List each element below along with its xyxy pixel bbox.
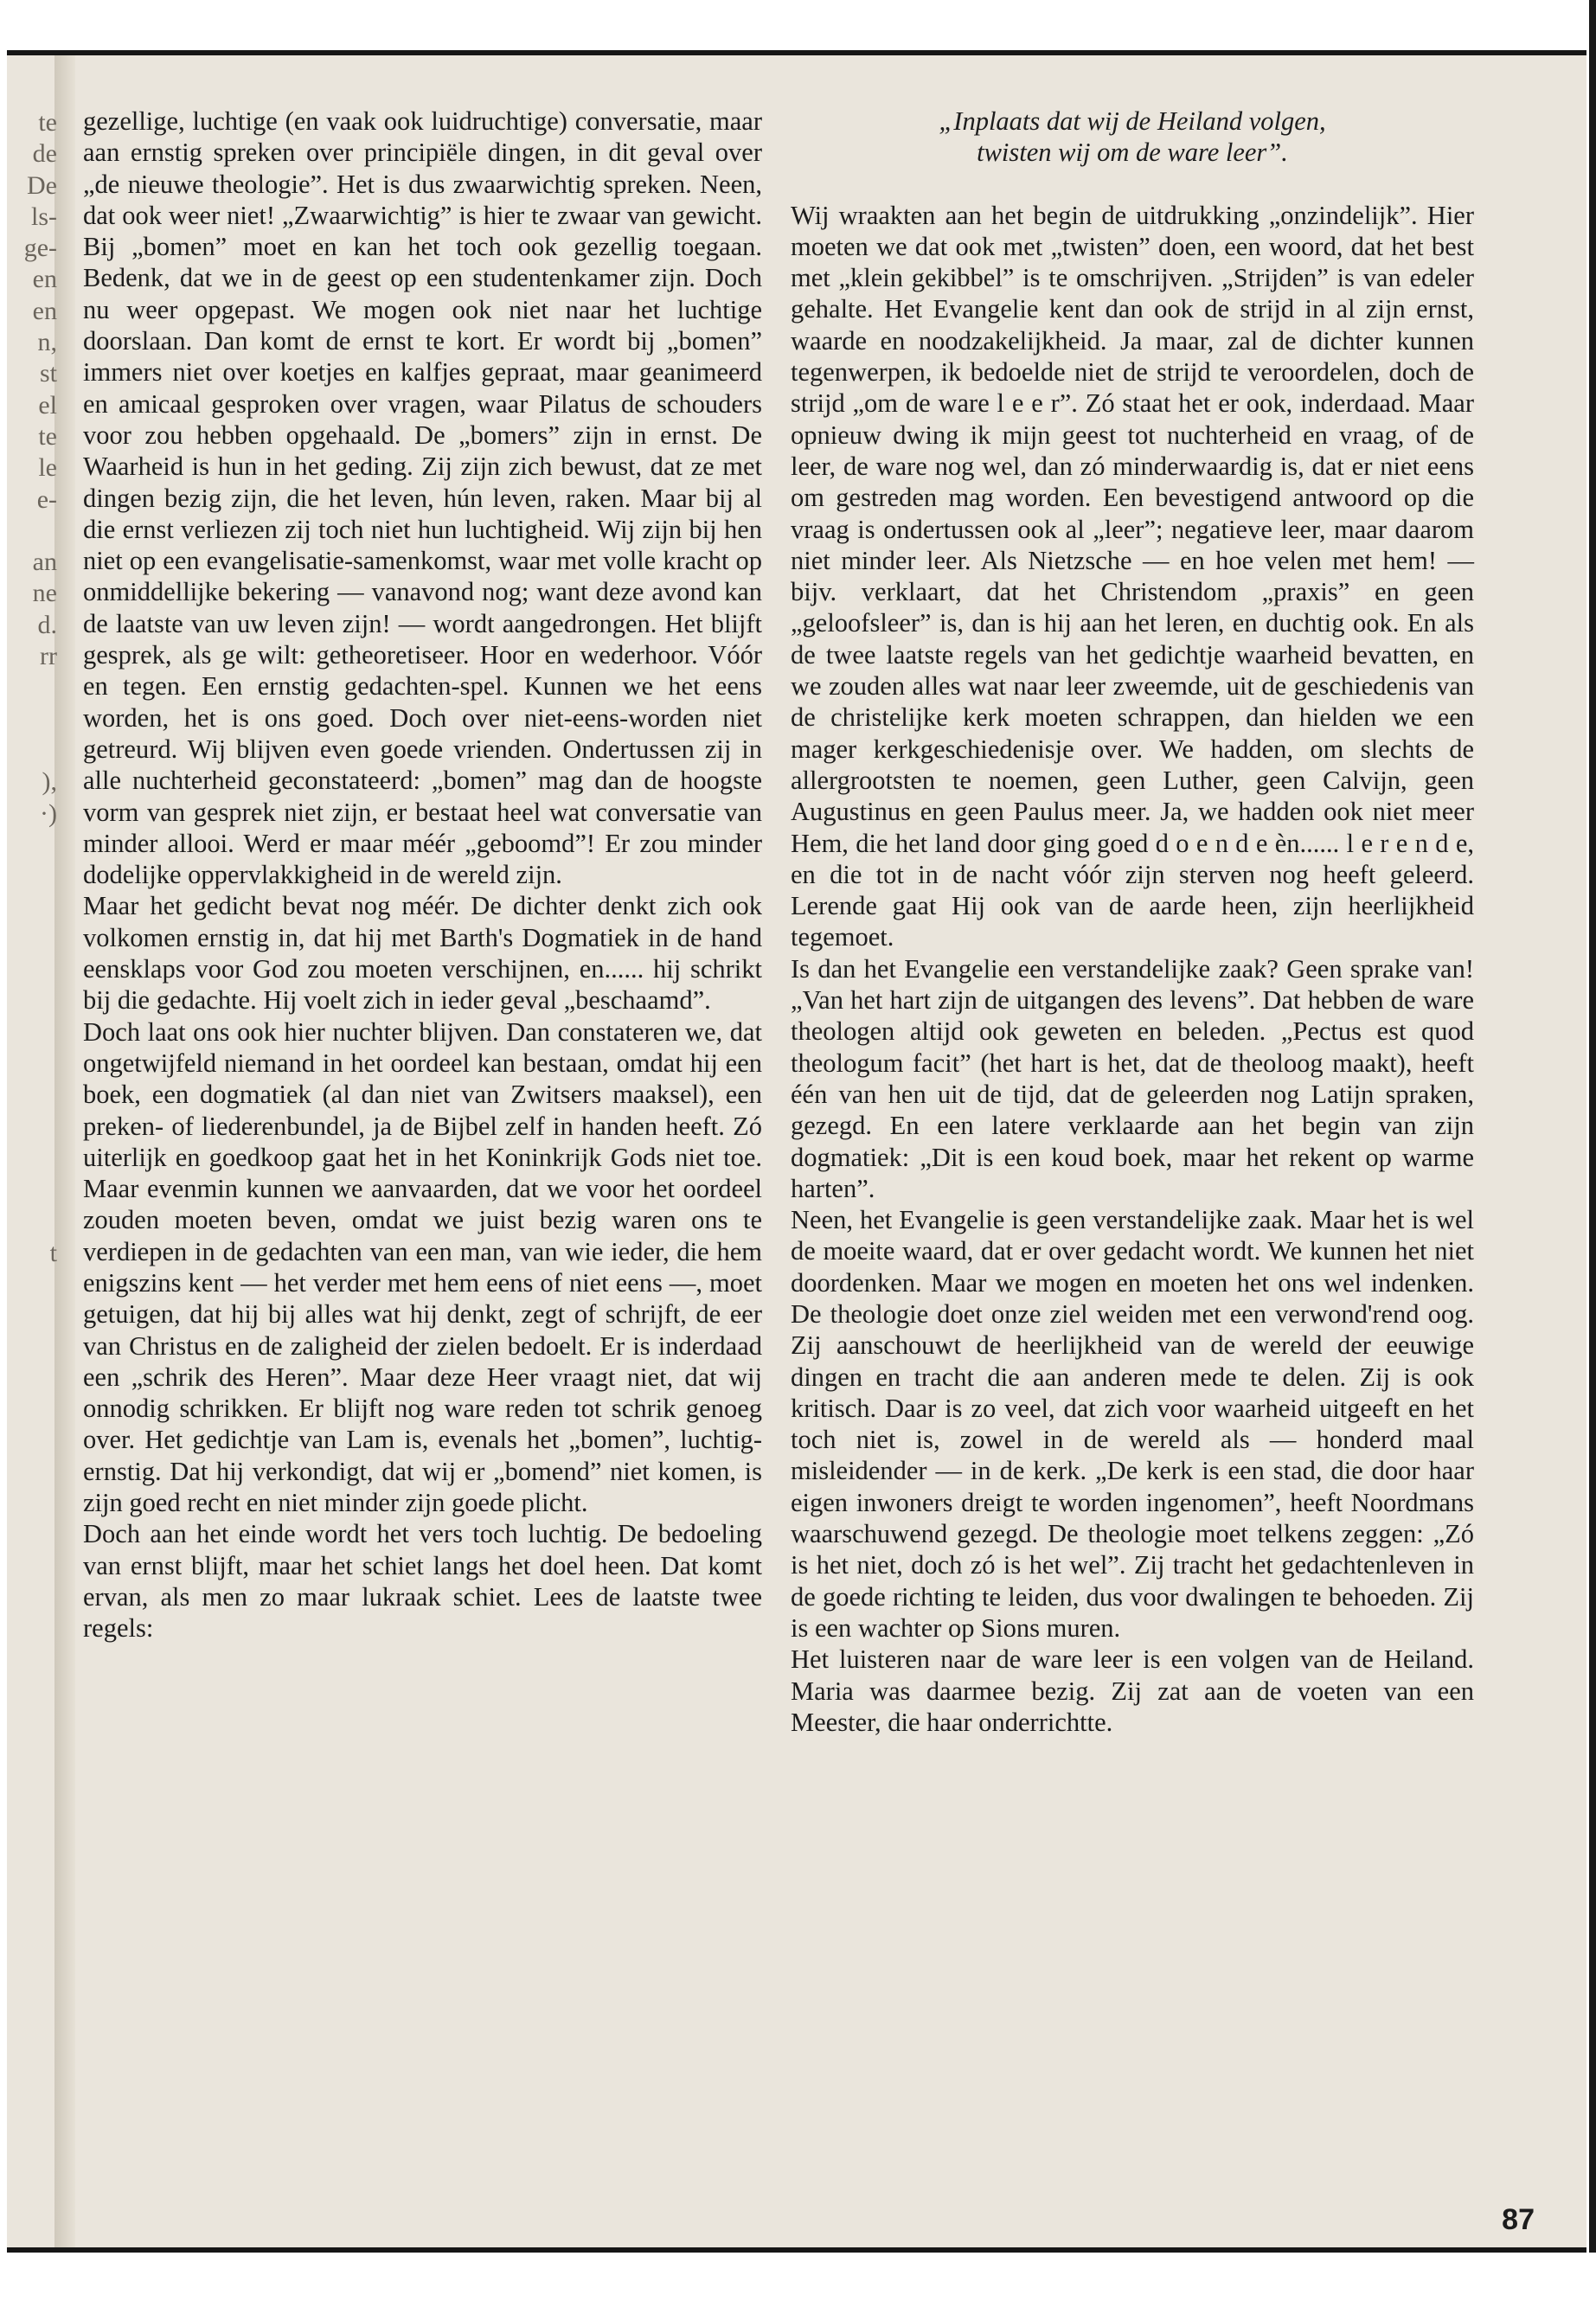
margin-fragment: de [32,139,57,169]
margin-fragment [7,892,57,923]
paragraph: gezellige, luchtige (en vaak ook luidruchtige) conversatie, maar aan ernstig spreken over principiële dingen, in dit geval over „de nieuwe theologie”. Het is dus zwaarwichtig spreken. Neen, dat ook weer niet! „Zwaarwichtig” is hier te zwaar van gewicht. Bij „bomen” moet en kan het toch ook gezellig toegaan. Bedenk, dat we in de geest op een studentenkamer zijn. Doch nu weer opgepast. We mogen ook niet naar het luchtige doorslaan. Dan komt de ernst te kort. Er wordt bij „bomen” immers niet over koetjes en kalfjes gepraat, maar geanimeerd en amicaal gesproken over vragen, waar Pilatus de schouders voor zou hebben opgehaald. De „bomers” zijn in ernst. De Waarheid is hun in het geding. Zij zijn zich bewust, dat ze met dingen bezig zijn, die het leven, hún leven, raken. Maar bij al die ernst verliezen zij toch niet hun luchtigheid. Wij zijn bij hen niet op een evangelisatie-samenkomst, waar met volle kracht op onmiddellijke bekering — vanavond nog; want deze avond kan de laatste van uw leven zijn! — wordt aangedrongen. Het blijft gesprek, als ge wilt: getheoretiseer. Hoor en wederhoor. Vóór en tegen. Een ernstig gedachten-spel. Kunnen we het eens worden, het is ons goed. Doch over niet-eens-worden niet getreurd. Wij blijven even goede vrienden. Ondertussen zij in alle nuchterheid geconstateerd: „bomen” mag dan de hoogste vorm van gesprek niet zijn, er bestaat heel wat conversatie van minder allooi. Werd er maar méér „geboomd”! Er zou minder dodelijke oppervlakkigheid in de wereld zijn. [83,106,762,890]
margin-fragment [7,1049,57,1080]
scan-border-top [0,0,1596,50]
margin-fragment: st [39,359,57,388]
margin-fragment [7,516,57,547]
margin-fragment [7,704,57,735]
poem-quote [791,106,1474,169]
margin-fragment: en [32,265,57,294]
margin-fragment: rr [40,642,57,671]
paragraph: Is dan het Evangelie een verstandelijke zaak? Geen sprake van! „Van het hart zijn de uitgangen des levens”. Dat hebben de ware theologen altijd ook geweten en beleden. „Pectus est quod theologum facit” (het hart is het, dat de theoloog maakt), heeft één van hen uit de tijd, dat de geleerden nog Latijn spraken, gezegd. En een latere verklaarde aan het begin van zijn dogmatiek: „Dit is een koud boek, maar het rekent op warme harten”. [791,953,1474,1203]
margin-fragment: ·) [40,798,57,828]
margin-fragment: t [49,1238,57,1267]
margin-fragment [7,924,57,955]
paragraph: Doch aan het einde wordt het vers toch luchtig. De bedoeling van ernst blijft, maar het schiet langs het doel heen. Dat komt ervan, als men zo maar lukraak schiet. Lees de laatste twee regels: [83,1519,762,1644]
margin-fragment: en [32,296,57,325]
previous-page-margin [7,107,57,1269]
quote-line: twisten wij om de ware leer”. [977,138,1288,168]
page-gutter [54,55,75,2247]
margin-fragment [7,955,57,986]
paragraph: Het luisteren naar de ware leer is een volgen van de Heiland. Maria was daarmee bezig. Zij zat aan de voeten van een Meester, die haar onderrichtte. [791,1644,1474,1737]
margin-fragment [7,986,57,1017]
right-column [791,106,1474,1738]
margin-fragment: n, [37,328,57,357]
margin-fragment [7,1206,57,1237]
paragraph: Neen, het Evangelie is geen verstandelijke zaak. Maar het is wel de moeite waard, dat er over gedacht wordt. We kunnen het niet doordenken. Maar we mogen en moeten het ons wel indenken. De theologie doet onze ziel weiden met een verwond'rend oog. Zij aanschouwt de heerlijkheid van de wereld der eeuwige dingen en tracht die aan anderen mede te delen. Zij is ook kritisch. Daar is zo veel, dat zich voor waarheid uitgeeft en het toch niet is, zowel in de wereld als — honderd maal misleidender — in de kerk. „De kerk is een stad, die door haar eigen inwoners dreigt te worden ingenomen”, heeft Noordmans waarschuwend gezegd. De theologie moet telkens zeggen: „Zó is het niet, doch zó is het wel”. Zij tracht het gedachtenleven in de goede richting te leiden, dus voor dwalingen te behoeden. Zij is een wachter op Sions muren. [791,1205,1474,1643]
margin-fragment: De [27,170,57,200]
margin-fragment: el [38,390,57,420]
margin-fragment: ), [42,767,57,797]
margin-fragment: ge- [23,234,57,263]
margin-fragment: ls- [31,202,57,231]
margin-fragment [7,861,57,892]
paragraph: Wij wraakten aan het begin de uitdrukking „onzindelijk”. Hier moeten we dat ook met „twisten” doen, een woord, dat het best met „klein gekibbel” is te omschrijven. „Strijden” is van edeler gehalte. Het Evangelie kent dan ook de strijd in al zijn ernst, waarde en noodzakelijkheid. Ja maar, zal de dichter kunnen tegenwerpen, ik bedoelde niet de strijd te veroordelen, doch de strijd „om de ware l e e r”. Zó staat het er ook, inderdaad. Maar opnieuw dwing ik mijn geest tot nuchterheid en vraag, of de leer, de ware nog wel, dan zó minderwaardig is, dat er niet eens om gestreden mag worden. Een bevestigend antwoord op die vraag is ondertussen ook al „leer”; negatieve leer, maar daarom niet minder leer. Als Nietzsche — en hoe velen met hem! — bijv. verklaart, dat het Christendom „praxis” en geen „geloofsleer” is, dan is hij aan het leren, en duchtig ook. En als de twee laatste regels van het gedichtje waarheid bevatten, en we zouden alles wat naar leer zweemde, uit de geschiedenis van de christelijke kerk moeten schrappen, dan hielden we een mager kerkgeschiedenisje over. We hadden, om slechts de allergrootsten te noemen, geen Luther, geen Calvijn, geen Augustinus en geen Paulus meer. Ja, we hadden ook niet meer Hem, die het land door ging goed d o e n d e èn...... l e r e n d e, en die tot in de nacht vóór zijn sterven nog heeft geleerd. Lerende gaat Hij ook van de aarde heen, zijn heerlijkheid tegemoet. [791,200,1474,952]
margin-fragment: le [38,453,57,483]
margin-fragment: te [38,421,57,451]
paragraph: Maar het gedicht bevat nog méér. De dichter denkt zich ook volkomen ernstig in, dat hij met Barth's Dogmatiek in de hand eensklaps voor God zou moeten verschijnen, en...... hij schrikt bij die gedachte. Hij voelt zich in ieder geval „beschaamd”. [83,891,762,1016]
scan-border-right [1589,0,1596,2301]
margin-fragment [7,672,57,703]
left-column [83,106,762,1644]
scan-border-bottom [0,2253,1596,2301]
right-column-text [791,200,1474,1739]
margin-fragment [7,830,57,861]
margin-fragment [7,1112,57,1144]
page-number: 87 [1502,2203,1535,2236]
margin-fragment [7,1018,57,1049]
margin-fragment [7,735,57,766]
margin-fragment: d. [37,610,57,639]
margin-fragment [7,1175,57,1206]
book-page [7,50,1586,2253]
quote-line: „Inplaats dat wij de Heiland volgen, [939,106,1326,136]
margin-fragment: te [38,108,57,137]
margin-fragment [7,1080,57,1112]
margin-fragment [7,1144,57,1175]
paragraph: Doch laat ons ook hier nuchter blijven. Dan constateren we, dat ongetwijfeld niemand in het oordeel kan bestaan, omdat hij een boek, een dogmatiek (al dan niet van Zwitsers maaksel), een preken- of liederenbundel, ja de Bijbel zelf in handen heeft. Zó uiterlijk en goedkoop gaat het in het Koninkrijk Gods niet toe. Maar evenmin kunnen we aanvaarden, dat we voor het oordeel zouden moeten beven, omdat we juist bezig waren ons te verdiepen in de gedachten van een man, van wie ieder, die hem enigszins kent — het verder met hem eens of niet eens —, moet getuigen, dat hij bij alles wat hij denkt, zegt of schrijft, de eer van Christus en de zaligheid der zielen bedoelt. Er is inderdaad een „schrik des Heren”. Maar deze Heer vraagt niet, dat wij onnodig schrikken. Er blijft nog ware reden tot schrik genoeg over. Het gedichtje van Lam is, evenals het „bomen”, luchtig-ernstig. Dat hij verkondigt, dat wij er „bomend” niet komen, is zijn goed recht en niet minder zijn goede plicht. [83,1016,762,1518]
margin-fragment: e- [36,484,57,514]
margin-fragment: an [32,548,57,577]
margin-fragment: ne [32,579,57,608]
